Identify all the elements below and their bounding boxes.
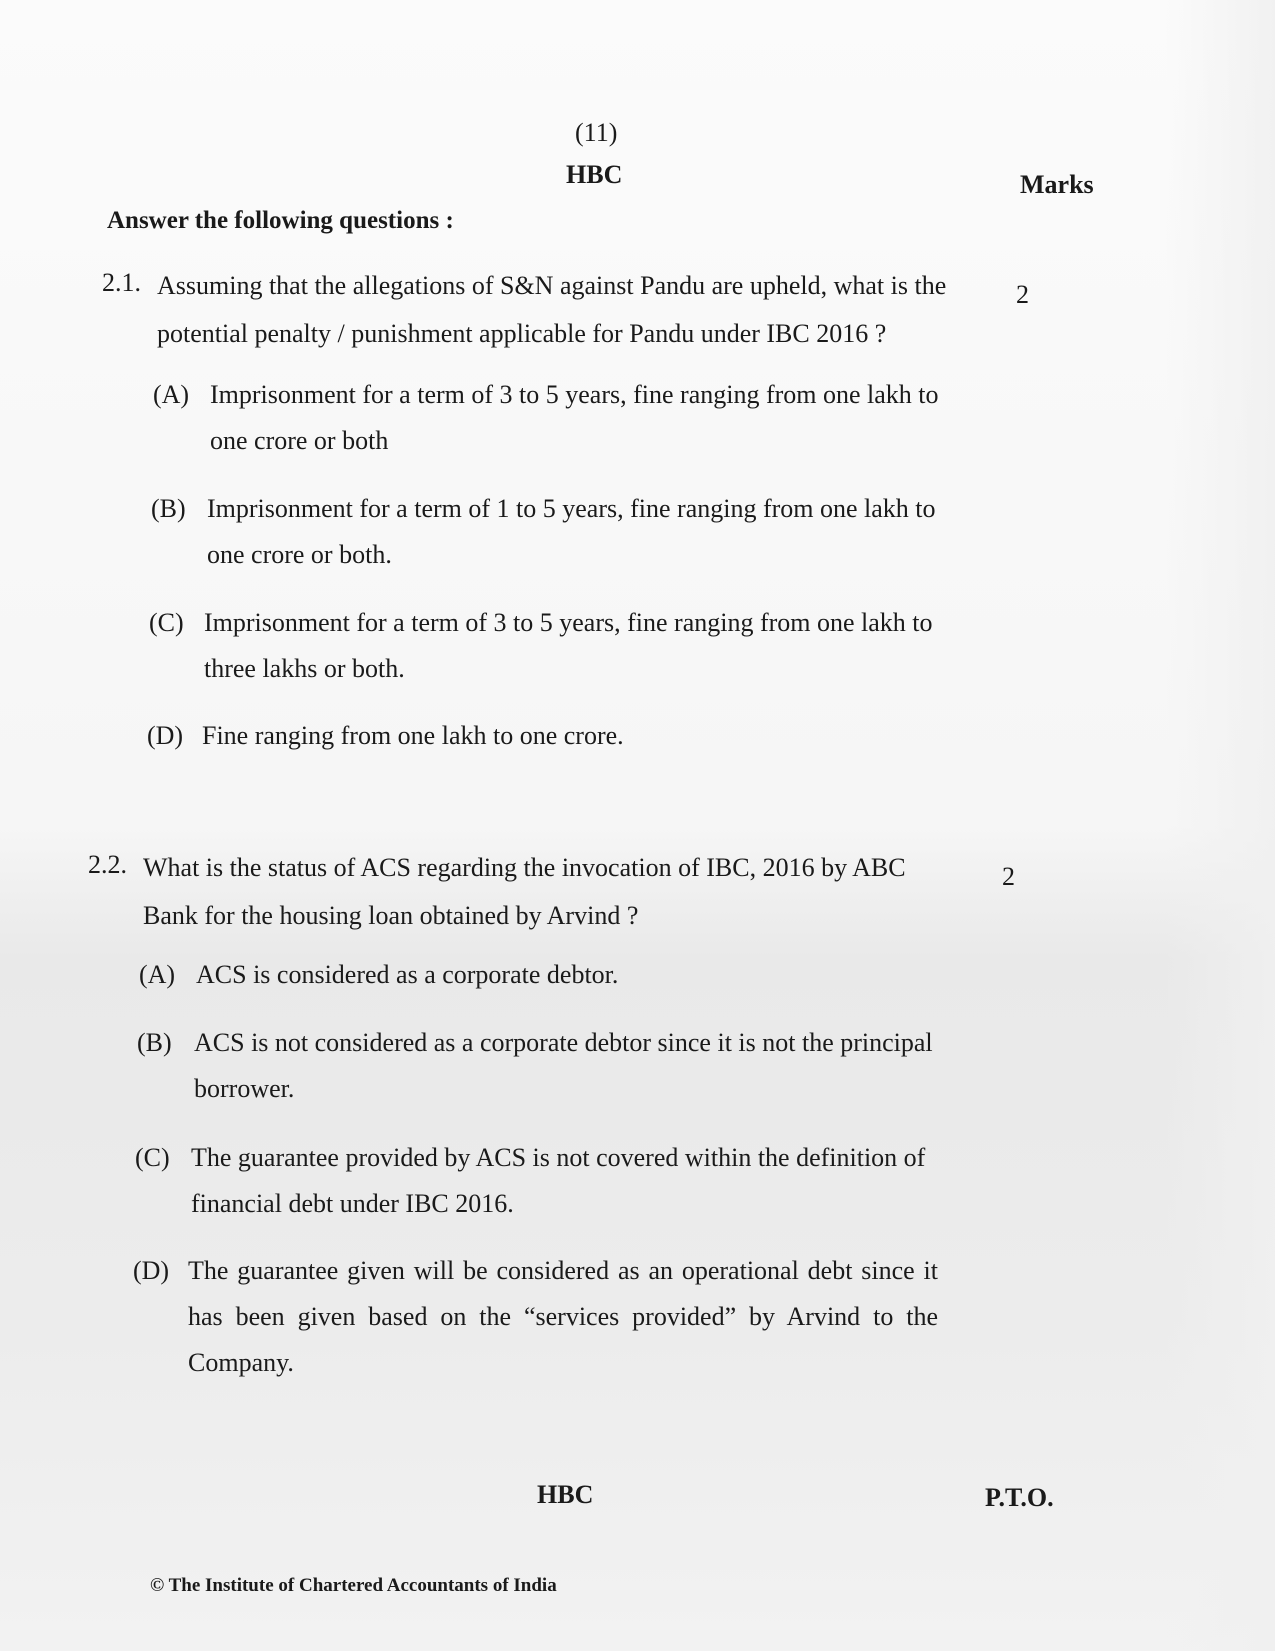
- option-b: [137, 1020, 957, 1115]
- question-marks: 2: [1016, 280, 1029, 309]
- question-text: Assuming that the allegations of S&N against Pandu are upheld, what is the potential penalty / punishment applicable for Pandu under IBC 2016 ?: [157, 271, 947, 348]
- option-label: (C): [149, 608, 184, 637]
- option-text: Imprisonment for a term of 1 to 5 years, fine ranging from one lakh to one crore or both.: [207, 494, 936, 569]
- option-label: (D): [133, 1256, 170, 1285]
- instruction-heading: Answer the following questions :: [107, 207, 454, 234]
- option-c: [135, 1135, 955, 1230]
- option-text: The guarantee provided by ACS is not covered within the definition of financial debt under IBC 2016.: [191, 1143, 926, 1218]
- footer-subject-code: HBC: [537, 1480, 594, 1509]
- marks-column-heading: Marks: [1020, 170, 1094, 199]
- option-label: (B): [137, 1028, 172, 1057]
- option-a: [139, 952, 959, 1000]
- option-d: [133, 1248, 953, 1388]
- page-number: (11): [575, 118, 618, 147]
- pto-label: P.T.O.: [985, 1483, 1054, 1512]
- option-label: (B): [151, 494, 186, 523]
- option-text: Imprisonment for a term of 3 to 5 years, fine ranging from one lakh to three lakhs or both.: [204, 608, 933, 683]
- question-number: 2.1.: [102, 268, 141, 297]
- option-label: (A): [139, 960, 176, 989]
- option-text: Imprisonment for a term of 3 to 5 years, fine ranging from one lakh to one crore or both: [210, 380, 939, 455]
- option-text: Fine ranging from one lakh to one crore.: [202, 721, 624, 750]
- option-b: [151, 486, 971, 581]
- option-text: ACS is not considered as a corporate debtor since it is not the principal borrower.: [194, 1028, 933, 1103]
- question-text: What is the status of ACS regarding the invocation of IBC, 2016 by ABC Bank for the housing loan obtained by Arvind ?: [143, 853, 906, 930]
- option-a: [153, 372, 973, 467]
- option-label: (A): [153, 380, 190, 409]
- copyright-notice: © The Institute of Chartered Accountants of India: [150, 1575, 557, 1596]
- header-subject-code: HBC: [566, 160, 623, 189]
- option-text: The guarantee given will be considered as an operational debt since it has been given based on the “services provided” by Arvind to the Company.: [188, 1256, 938, 1377]
- question-number: 2.2.: [88, 850, 127, 879]
- question-marks: 2: [1002, 862, 1015, 891]
- option-d: [147, 713, 967, 761]
- option-c: [149, 600, 969, 695]
- option-text: ACS is considered as a corporate debtor.: [196, 960, 619, 989]
- option-label: (D): [147, 721, 184, 750]
- option-label: (C): [135, 1143, 170, 1172]
